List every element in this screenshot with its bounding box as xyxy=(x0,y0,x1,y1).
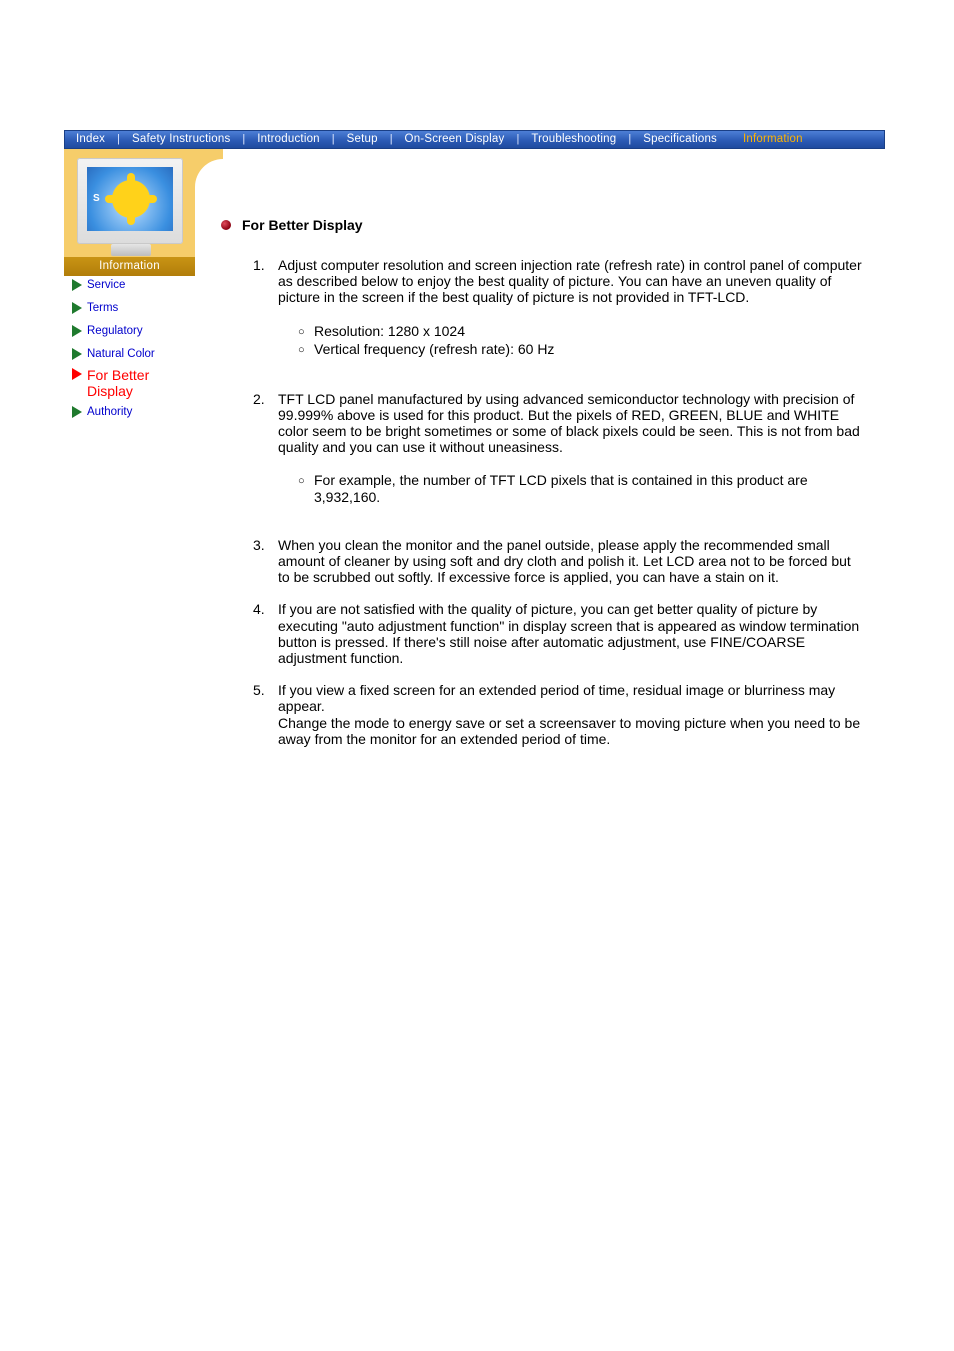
sidebar-item-for-better-display[interactable] xyxy=(72,367,167,399)
circle-bullet-icon: ○ xyxy=(298,343,305,356)
sub-list-item xyxy=(298,323,863,341)
nav-separator: | xyxy=(389,133,393,145)
list-item xyxy=(253,601,863,666)
list-item xyxy=(253,257,863,359)
sidebar-item-label: Authority xyxy=(87,406,133,418)
page-title xyxy=(221,217,363,233)
list-item-text: When you clean the monitor and the panel outside, please apply the recommended small amount of cleaner by using soft and dry cloth and polish it. Let LCD area not to be forced but to be scrubbed out softly. If excessive force is applied, you can have a stain on it. xyxy=(278,536,851,586)
circle-bullet-icon: ○ xyxy=(298,325,305,338)
list-item xyxy=(253,682,863,747)
arrow-right-icon xyxy=(72,302,82,314)
list-item-text: If you are not satisfied with the quality of picture, you can get better quality of picture by executing "auto adjustment function" in display screen that is appeared as window termination button is pressed. If there's still noise after automatic adjustment, use FINE/COARSE adjustment function. xyxy=(278,601,860,667)
sidebar-item-label: Service xyxy=(87,279,126,291)
list-number: 2. xyxy=(253,390,265,407)
instruction-list xyxy=(253,257,863,747)
section-label: Information xyxy=(64,257,195,276)
top-nav-bar xyxy=(64,130,885,149)
sub-list-item xyxy=(298,472,838,504)
sub-list-item-text: For example, the number of TFT LCD pixels that is contained in this product are 3,932,160. xyxy=(314,472,808,505)
monitor-illustration xyxy=(77,158,183,244)
nav-index[interactable]: Index xyxy=(76,133,106,145)
page-title-text: For Better Display xyxy=(242,217,363,233)
nav-separator: | xyxy=(331,133,335,145)
circle-bullet-icon: ○ xyxy=(298,475,305,488)
list-number: 1. xyxy=(253,257,265,273)
list-item xyxy=(253,537,863,586)
sidebar-item-authority[interactable] xyxy=(72,405,202,419)
sub-list-item-text: Resolution: 1280 x 1024 xyxy=(314,322,465,339)
list-item xyxy=(253,391,863,505)
monitor-screen xyxy=(87,167,173,231)
sidebar-item-label: Natural Color xyxy=(87,348,155,360)
arrow-right-icon xyxy=(72,348,82,360)
list-number: 3. xyxy=(253,536,265,553)
screen-letter: S xyxy=(93,193,100,204)
nav-specifications[interactable]: Specifications xyxy=(643,133,717,145)
nav-separator: | xyxy=(516,133,520,145)
nav-troubleshooting[interactable]: Troubleshooting xyxy=(531,133,617,145)
arrow-right-icon xyxy=(72,279,82,291)
nav-safety-instructions[interactable]: Safety Instructions xyxy=(132,133,231,145)
sidebar-menu xyxy=(72,278,202,425)
sidebar-item-terms[interactable] xyxy=(72,301,202,315)
sub-list-item xyxy=(298,341,863,359)
list-item-text-continued: Change the mode to energy save or set a screensaver to moving picture when you need to be away from the monitor for an extended period of time. xyxy=(278,714,861,747)
sidebar-item-label: For Better Display xyxy=(87,367,150,399)
sidebar-item-regulatory[interactable] xyxy=(72,324,202,338)
arrow-right-icon xyxy=(72,368,82,380)
sidebar-item-label: Regulatory xyxy=(87,325,143,337)
list-item-text: Adjust computer resolution and screen injection rate (refresh rate) in control panel of computer as described below to enjoy the best quality of picture. You can have an uneven quality of picture in the screen if the best quality of picture is not provided in TFT-LCD. xyxy=(278,257,862,306)
bullet-icon xyxy=(221,220,231,230)
nav-introduction[interactable]: Introduction xyxy=(257,133,320,145)
sunflower-image xyxy=(109,177,153,221)
nav-separator: | xyxy=(628,133,632,145)
nav-separator: | xyxy=(242,133,246,145)
nav-on-screen-display[interactable]: On-Screen Display xyxy=(404,133,505,145)
list-number: 5. xyxy=(253,682,265,699)
sub-list-item-text: Vertical frequency (refresh rate): 60 Hz xyxy=(314,340,555,357)
arrow-right-icon xyxy=(72,325,82,337)
nav-separator: | xyxy=(117,133,120,145)
nav-setup[interactable]: Setup xyxy=(346,133,378,145)
list-item-text: TFT LCD panel manufactured by using advanced semiconductor technology with precision of 99.999% above is used for this product. But the pixels of RED, GREEN, BLUE and WHITE color seem to be bright sometimes or some of black pixels could be seen. This is not from bad quality and you can use it without uneasiness. xyxy=(278,390,860,456)
sidebar-item-natural-color[interactable] xyxy=(72,347,202,361)
panel-curve xyxy=(195,149,223,189)
list-number: 4. xyxy=(253,601,265,618)
nav-information[interactable]: Information xyxy=(743,133,803,145)
sidebar-item-label: Terms xyxy=(87,302,119,314)
sub-list xyxy=(298,472,863,504)
sub-list xyxy=(298,323,863,359)
arrow-right-icon xyxy=(72,406,82,418)
sidebar-item-service[interactable] xyxy=(72,278,202,292)
list-item-text: If you view a fixed screen for an extended period of time, residual image or blurriness may appear. xyxy=(278,682,836,715)
monitor-stand xyxy=(111,244,151,256)
